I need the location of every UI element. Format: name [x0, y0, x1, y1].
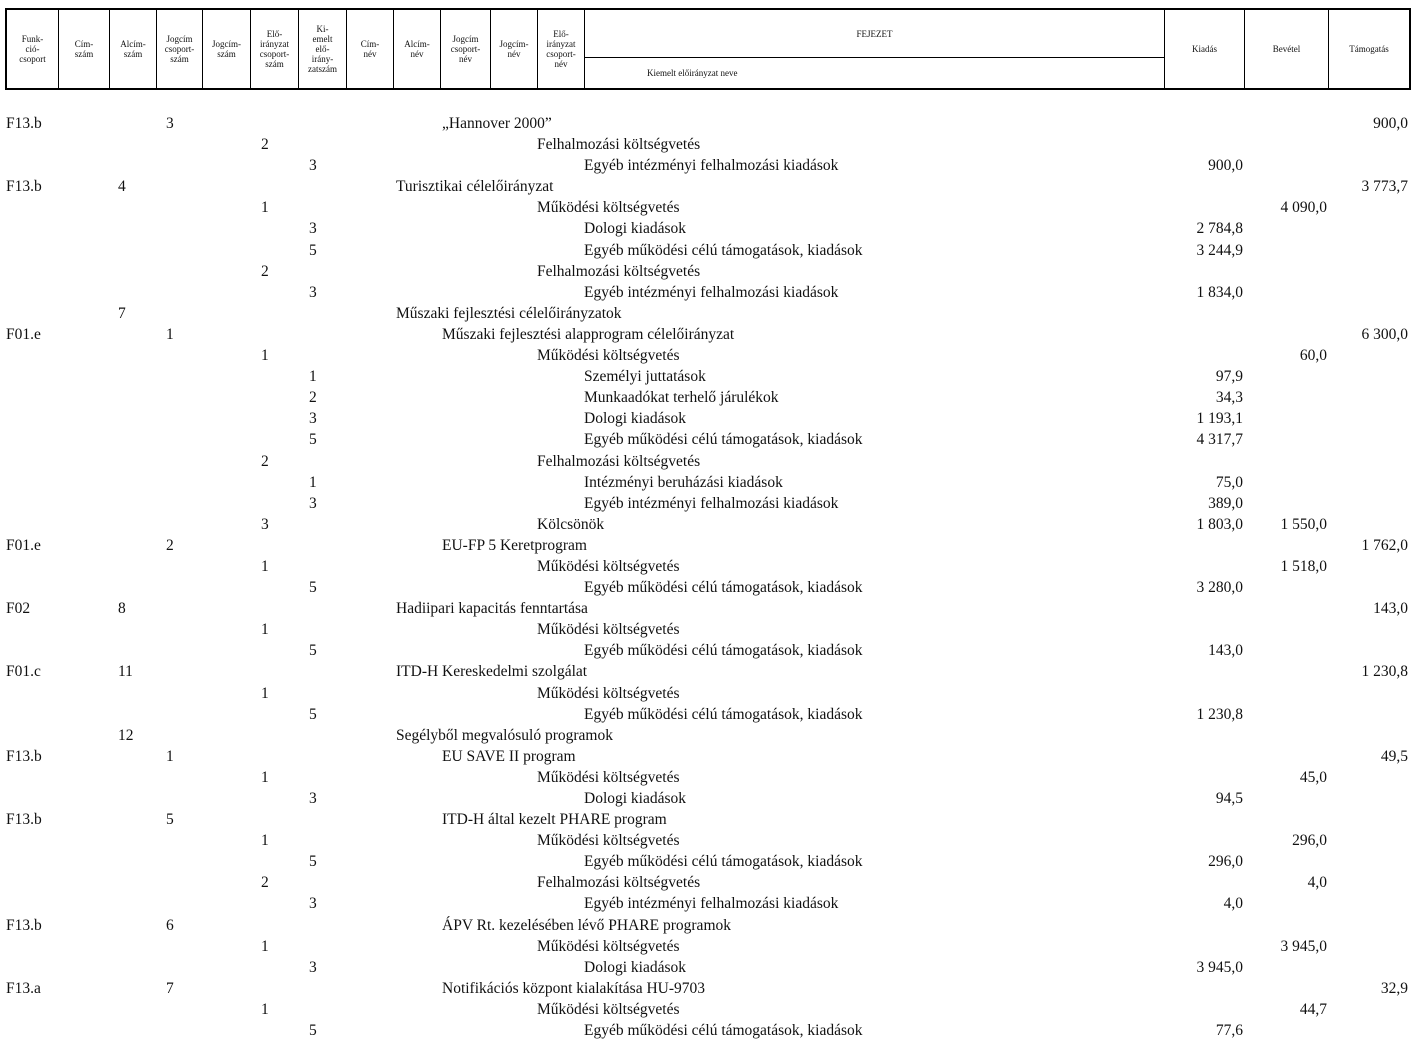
eloiranyzat-csoport-cell: 1 [261, 832, 269, 850]
eloiranyzat-csoport-cell: 1 [261, 937, 269, 955]
item-name-cell: Egyéb működési célú támogatások, kiadások [584, 431, 863, 449]
kiemelt-eloiranyzat-cell: 5 [309, 705, 317, 723]
col-jogcimcsoportszam-header: Jogcím csoport- szám [157, 10, 203, 88]
item-name-cell: ITD-H Kereskedelmi szolgálat [396, 663, 588, 681]
kiemelt-eloiranyzat-cell: 3 [309, 494, 317, 512]
eloiranyzat-csoport-cell: 1 [261, 621, 269, 639]
item-name-cell: Dologi kiadások [584, 410, 687, 428]
table-row [0, 557, 1424, 578]
table-row [0, 578, 1424, 599]
table-row [0, 979, 1424, 1000]
bevetel-cell: 1 550,0 [1280, 515, 1327, 533]
item-name-cell: Egyéb működési célú támogatások, kiadások [584, 853, 863, 871]
table-row [0, 768, 1424, 789]
eloiranyzat-csoport-cell: 1 [261, 768, 269, 786]
kiadas-cell: 389,0 [1208, 494, 1243, 512]
kiadas-cell: 97,9 [1215, 368, 1243, 386]
table-row [0, 388, 1424, 409]
item-name-cell: Egyéb intézményi felhalmozási kiadások [584, 283, 839, 301]
bevetel-cell: 4,0 [1307, 874, 1327, 892]
kiadas-cell: 3 945,0 [1196, 958, 1243, 976]
funkcio-cell: F13.a [6, 979, 41, 997]
cim-cell: 4 [118, 178, 126, 196]
kiadas-cell: 3 244,9 [1196, 241, 1243, 259]
kiemelt-eloiranyzat-cell: 3 [309, 895, 317, 913]
table-row [0, 536, 1424, 557]
kiemelt-eloiranyzat-cell: 5 [309, 431, 317, 449]
bevetel-cell: 1 518,0 [1280, 557, 1327, 575]
table-row [0, 747, 1424, 768]
fejezet-header: FEJEZET [585, 10, 1165, 58]
kiadas-cell: 143,0 [1208, 642, 1243, 660]
item-name-cell: Felhalmozási költségvetés [537, 452, 701, 470]
jogcim-csoport-cell: 6 [166, 916, 174, 934]
eloiranyzat-csoport-cell: 1 [261, 199, 269, 217]
item-name-cell: Munkaadókat terhelő járulékok [584, 389, 779, 407]
item-name-cell: Egyéb működési célú támogatások, kiadások [584, 705, 863, 723]
item-name-cell: Egyéb működési célú támogatások, kiadások [584, 642, 863, 660]
item-name-cell: Felhalmozási költségvetés [537, 874, 701, 892]
item-name-cell: Intézményi beruházási kiadások [584, 473, 783, 491]
bevetel-cell: 3 945,0 [1280, 937, 1327, 955]
tamogatas-cell: 1 762,0 [1361, 536, 1408, 554]
tamogatas-cell: 143,0 [1373, 600, 1408, 618]
table-row [0, 430, 1424, 451]
col-jogcimszam-header: Jogcím- szám [203, 10, 251, 88]
kiemelt-eloiranyzat-cell: 1 [309, 473, 317, 491]
funkcio-cell: F01.e [6, 325, 41, 343]
table-row [0, 852, 1424, 873]
col-eloiranyzatcsoportnev-header: Elő- irányzat csoport- név [538, 10, 585, 88]
table-row [0, 958, 1424, 979]
item-name-cell: Felhalmozási költségvetés [537, 136, 701, 154]
bevetel-cell: 44,7 [1299, 1000, 1327, 1018]
eloiranyzat-csoport-cell: 2 [261, 452, 269, 470]
kiemelt-eloiranyzat-cell: 5 [309, 642, 317, 660]
kiemelt-eloiranyzat-cell: 3 [309, 410, 317, 428]
table-row [0, 135, 1424, 156]
funkcio-cell: F13.b [6, 747, 42, 765]
kiadas-cell: 75,0 [1215, 473, 1243, 491]
table-row [0, 515, 1424, 536]
table-row [0, 726, 1424, 747]
item-name-cell: Működési költségvetés [537, 1000, 680, 1018]
jogcim-csoport-cell: 1 [166, 747, 174, 765]
table-row [0, 620, 1424, 641]
kiemelt-nev-header: Kiemelt előirányzat neve [585, 58, 1165, 88]
col-eloiranyzatcsoportszam-header: Elő- irányzat csoport- szám [251, 10, 299, 88]
table-row [0, 283, 1424, 304]
item-name-cell: Dologi kiadások [584, 220, 687, 238]
kiadas-cell: 94,5 [1215, 790, 1243, 807]
table-row [0, 177, 1424, 198]
item-name-cell: Műszaki fejlesztési alapprogram célelőirányzat [442, 325, 735, 343]
item-name-cell: Műszaki fejlesztési célelőirányzatok [396, 304, 622, 322]
item-name-cell: Működési költségvetés [537, 347, 680, 365]
item-name-cell: Működési költségvetés [537, 768, 680, 786]
kiemelt-eloiranyzat-cell: 3 [309, 790, 317, 807]
item-name-cell: Notifikációs központ kialakítása HU-9703 [442, 979, 706, 997]
tamogatas-header: Támogatás [1349, 44, 1389, 54]
budget-table-body [0, 114, 1424, 1042]
table-row [0, 662, 1424, 683]
cim-cell: 11 [118, 663, 133, 681]
kiadas-cell: 4 317,7 [1196, 431, 1243, 449]
col-cimnev-header: Cím- név [347, 10, 394, 88]
table-row [0, 916, 1424, 937]
kiadas-header: Kiadás [1165, 10, 1245, 88]
item-name-cell: Működési költségvetés [537, 557, 680, 575]
item-name-cell: Egyéb működési célú támogatások, kiadások [584, 241, 863, 259]
table-row [0, 1021, 1424, 1042]
item-name-cell: Turisztikai célelőirányzat [396, 178, 554, 196]
tamogatas-cell: 49,5 [1380, 747, 1408, 765]
table-row [0, 198, 1424, 219]
item-name-cell: Egyéb működési célú támogatások, kiadások [584, 1022, 863, 1040]
cim-cell: 8 [118, 600, 126, 618]
col-kiemelt-header: Ki- emelt elő- irány- zatszám [299, 10, 347, 88]
table-row [0, 452, 1424, 473]
kiemelt-eloiranyzat-cell: 1 [309, 368, 317, 386]
eloiranyzat-csoport-cell: 1 [261, 684, 269, 702]
kiemelt-eloiranyzat-cell: 3 [309, 958, 317, 976]
tamogatas-cell: 3 773,7 [1361, 178, 1408, 196]
table-row [0, 641, 1424, 662]
item-name-cell: Felhalmozási költségvetés [537, 262, 701, 280]
col-funkcio-header: Funk- ció- csoport [7, 10, 59, 88]
cim-cell: 12 [118, 726, 134, 744]
table-row [0, 304, 1424, 325]
table-row [0, 894, 1424, 915]
funkcio-cell: F13.b [6, 916, 42, 934]
kiemelt-eloiranyzat-cell: 2 [309, 389, 317, 407]
table-row [0, 367, 1424, 388]
tamogatas-cell: 32,9 [1380, 979, 1408, 997]
jogcim-csoport-cell: 7 [166, 979, 174, 997]
kiadas-cell: 1 803,0 [1196, 515, 1243, 533]
funkcio-cell: F02 [6, 600, 31, 618]
kiadas-cell: 1 230,8 [1196, 705, 1243, 723]
jogcim-csoport-cell: 5 [166, 811, 174, 829]
table-row [0, 599, 1424, 620]
eloiranyzat-csoport-cell: 2 [261, 874, 269, 892]
eloiranyzat-csoport-cell: 2 [261, 136, 269, 154]
item-name-cell: Működési költségvetés [537, 937, 680, 955]
funkcio-cell: F13.b [6, 115, 42, 132]
item-name-cell: Egyéb intézményi felhalmozási kiadások [584, 895, 839, 913]
item-name-cell: Segélyből megvalósuló programok [396, 726, 613, 744]
table-row [0, 156, 1424, 177]
item-name-cell: Egyéb intézményi felhalmozási kiadások [584, 494, 839, 512]
tamogatas-cell: 6 300,0 [1361, 325, 1408, 343]
item-name-cell: Működési költségvetés [537, 684, 680, 702]
table-row [0, 114, 1424, 135]
jogcim-csoport-cell: 3 [166, 115, 174, 132]
eloiranyzat-csoport-cell: 3 [261, 515, 269, 533]
bevetel-header: Bevétel [1245, 10, 1329, 88]
cim-cell: 7 [118, 304, 126, 322]
item-name-cell: „Hannover 2000” [442, 115, 552, 132]
kiemelt-eloiranyzat-cell: 3 [309, 157, 317, 175]
kiadas-cell: 296,0 [1208, 853, 1243, 871]
col-jogcimnev-header: Jogcím- név [491, 10, 538, 88]
jogcim-csoport-cell: 1 [166, 325, 174, 343]
kiemelt-eloiranyzat-cell: 3 [309, 220, 317, 238]
kiemelt-eloiranyzat-cell: 5 [309, 579, 317, 597]
table-row [0, 262, 1424, 283]
table-row [0, 873, 1424, 894]
kiadas-cell: 900,0 [1208, 157, 1243, 175]
item-name-cell: EU SAVE II program [442, 747, 576, 765]
kiadas-cell: 3 280,0 [1196, 579, 1243, 597]
funkcio-cell: F01.e [6, 536, 41, 554]
kiemelt-eloiranyzat-cell: 5 [309, 853, 317, 871]
item-name-cell: Hadiipari kapacitás fenntartása [396, 600, 588, 618]
funkcio-cell: F13.b [6, 811, 42, 829]
col-alcimszam-header: Alcím- szám [110, 10, 157, 88]
item-name-cell: Működési költségvetés [537, 832, 680, 850]
table-row [0, 494, 1424, 515]
table-row [0, 1000, 1424, 1021]
kiemelt-eloiranyzat-cell: 5 [309, 1022, 317, 1040]
kiemelt-eloiranyzat-cell: 5 [309, 241, 317, 259]
item-name-cell: Működési költségvetés [537, 621, 680, 639]
eloiranyzat-csoport-cell: 1 [261, 1000, 269, 1018]
item-name-cell: ÁPV Rt. kezelésében lévő PHARE programok [442, 916, 731, 934]
eloiranyzat-csoport-cell: 1 [261, 557, 269, 575]
kiadas-cell: 1 834,0 [1196, 283, 1243, 301]
table-row [0, 810, 1424, 831]
item-name-cell: Egyéb intézményi felhalmozási kiadások [584, 157, 839, 175]
funkcio-cell: F13.b [6, 178, 42, 196]
item-name-cell: Működési költségvetés [537, 199, 680, 217]
table-row [0, 705, 1424, 726]
tamogatas-cell: 1 230,8 [1361, 663, 1408, 681]
bevetel-cell: 45,0 [1299, 768, 1327, 786]
table-row [0, 241, 1424, 262]
table-row [0, 789, 1424, 810]
item-name-cell: Személyi juttatások [584, 368, 706, 386]
table-row [0, 937, 1424, 958]
kiadas-cell: 2 784,8 [1196, 220, 1243, 238]
table-row [0, 219, 1424, 240]
kiemelt-eloiranyzat-cell: 3 [309, 283, 317, 301]
table-row [0, 346, 1424, 367]
item-name-cell: ITD-H által kezelt PHARE program [442, 811, 667, 829]
jogcim-csoport-cell: 2 [166, 536, 174, 554]
tamogatas-cell: 900,0 [1373, 115, 1408, 132]
kiadas-cell: 77,6 [1215, 1022, 1243, 1040]
bevetel-cell: 296,0 [1292, 832, 1327, 850]
item-name-cell: Dologi kiadások [584, 958, 687, 976]
table-row [0, 831, 1424, 852]
item-name-cell: EU-FP 5 Keretprogram [442, 536, 587, 554]
table-row [0, 409, 1424, 430]
col-jogcimcsoportnev-header: Jogcím csoport- név [441, 10, 491, 88]
col-cimszam-header: Cím- szám [59, 10, 110, 88]
kiadas-cell: 1 193,1 [1196, 410, 1243, 428]
item-name-cell: Egyéb működési célú támogatások, kiadások [584, 579, 863, 597]
bevetel-cell: 60,0 [1299, 347, 1327, 365]
table-header [5, 8, 1411, 90]
col-alcimnev-header: Alcím- név [394, 10, 441, 88]
bevetel-cell: 4 090,0 [1280, 199, 1327, 217]
table-row [0, 473, 1424, 494]
eloiranyzat-csoport-cell: 2 [261, 262, 269, 280]
kiadas-cell: 4,0 [1223, 895, 1243, 913]
table-row [0, 684, 1424, 705]
table-row [0, 325, 1424, 346]
kiadas-cell: 34,3 [1215, 389, 1243, 407]
funkcio-cell: F01.c [6, 663, 41, 681]
item-name-cell: Dologi kiadások [584, 790, 687, 807]
eloiranyzat-csoport-cell: 1 [261, 347, 269, 365]
item-name-cell: Kölcsönök [537, 515, 605, 533]
